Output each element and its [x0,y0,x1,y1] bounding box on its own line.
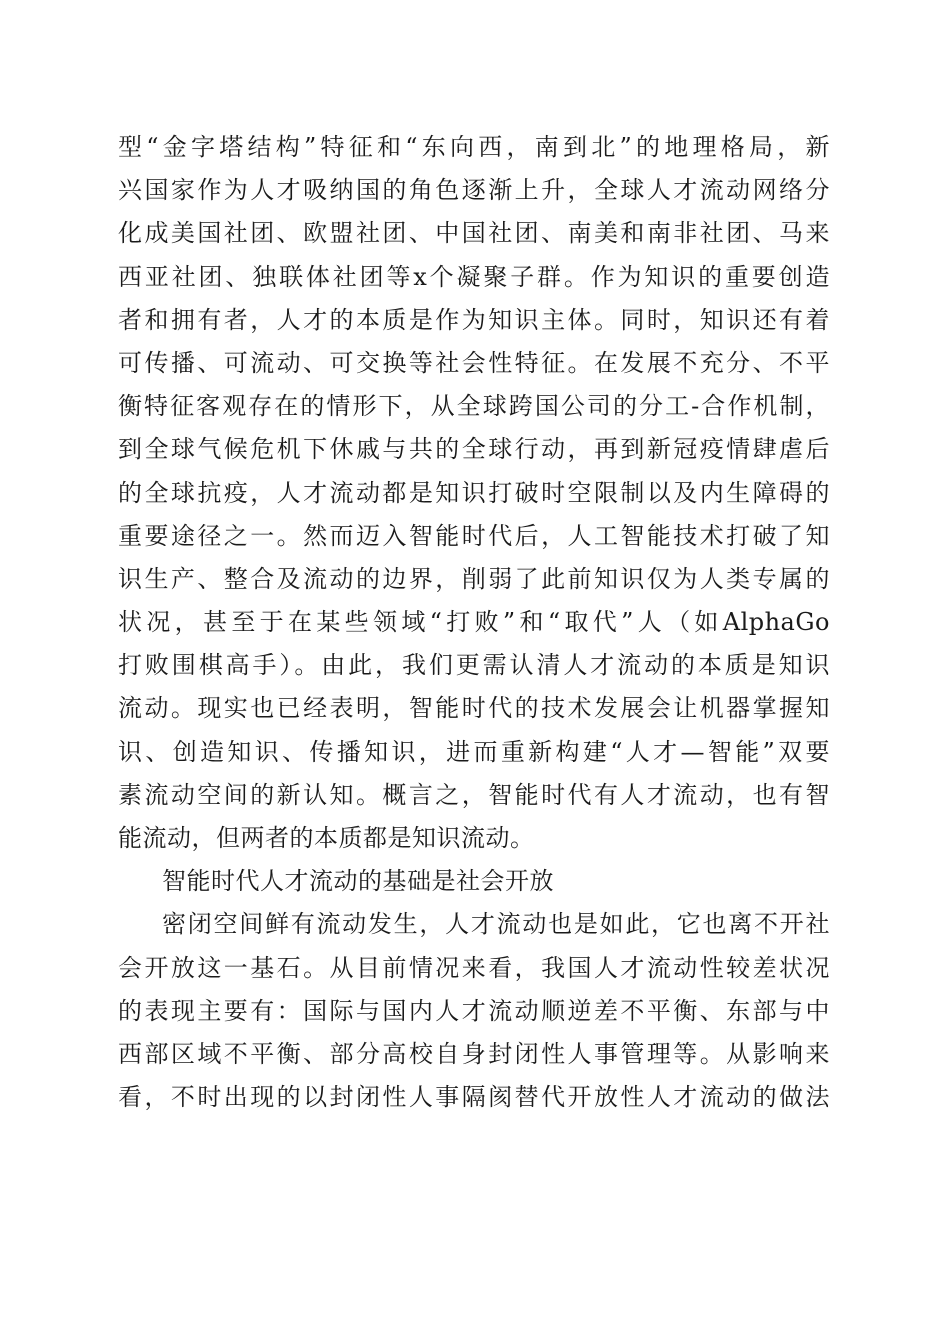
text-line: 的表现主要有：国际与国内人才流动顺逆差不平衡、东部与中 [118,996,830,1025]
text-line: 西部区域不平衡、部分高校自身封闭性人事管理等。从影响来 [118,1039,830,1068]
text-line: 看，不时出现的以封闭性人事隔阂替代开放性人才流动的做法 [118,1083,830,1112]
text-line: 会开放这一基石。从目前情况来看，我国人才流动性较差状况 [118,953,830,982]
text-line: 化成美国社团、欧盟社团、中国社团、南美和南非社团、马来 [118,219,830,248]
text-line: 识生产、整合及流动的边界，削弱了此前知识仅为人类专属的 [118,564,830,593]
text-line: 的全球抗疫，人才流动都是知识打破时空限制以及内生障碍的 [118,478,830,507]
text-line: 型“金字塔结构”特征和“东向西，南到北”的地理格局，新 [118,133,830,161]
text-line: 西亚社团、独联体社团等x个凝聚子群。作为知识的重要创造 [118,262,830,291]
text-line: 可传播、可流动、可交换等社会性特征。在发展不充分、不平 [118,348,830,377]
text-line: 识、创造知识、传播知识，进而重新构建“人才—智能”双要 [118,737,830,766]
body-text [118,126,830,1119]
text-line: 流动。现实也已经表明，智能时代的技术发展会让机器掌握知 [118,694,830,723]
text-line: 到全球气候危机下休戚与共的全球行动，再到新冠疫情肆虐后 [118,435,830,464]
text-line: 重要途径之一。然而迈入智能时代后，人工智能技术打破了知 [118,521,830,550]
section-heading: 智能时代人才流动的基础是社会开放 [162,867,554,896]
paragraph-2 [118,903,830,1119]
text-line: 者和拥有者，人才的本质是作为知识主体。同时，知识还有着 [118,305,830,334]
text-line: 兴国家作为人才吸纳国的角色逐渐上升，全球人才流动网络分 [118,176,830,205]
text-line: 能流动，但两者的本质都是知识流动。 [118,824,535,852]
paragraph-1 [118,126,830,860]
text-line: 素流动空间的新认知。概言之，智能时代有人才流动，也有智 [118,780,830,809]
text-line: 衡特征客观存在的情形下，从全球跨国公司的分工-合作机制， [118,392,830,421]
text-line: 状况，甚至于在某些领域“打败”和“取代”人（如AlphaGo [118,608,830,637]
text-line: 打败围棋高手）。由此，我们更需认清人才流动的本质是知识 [118,651,830,680]
text-line: 密闭空间鲜有流动发生，人才流动也是如此，它也离不开社 [162,910,830,939]
